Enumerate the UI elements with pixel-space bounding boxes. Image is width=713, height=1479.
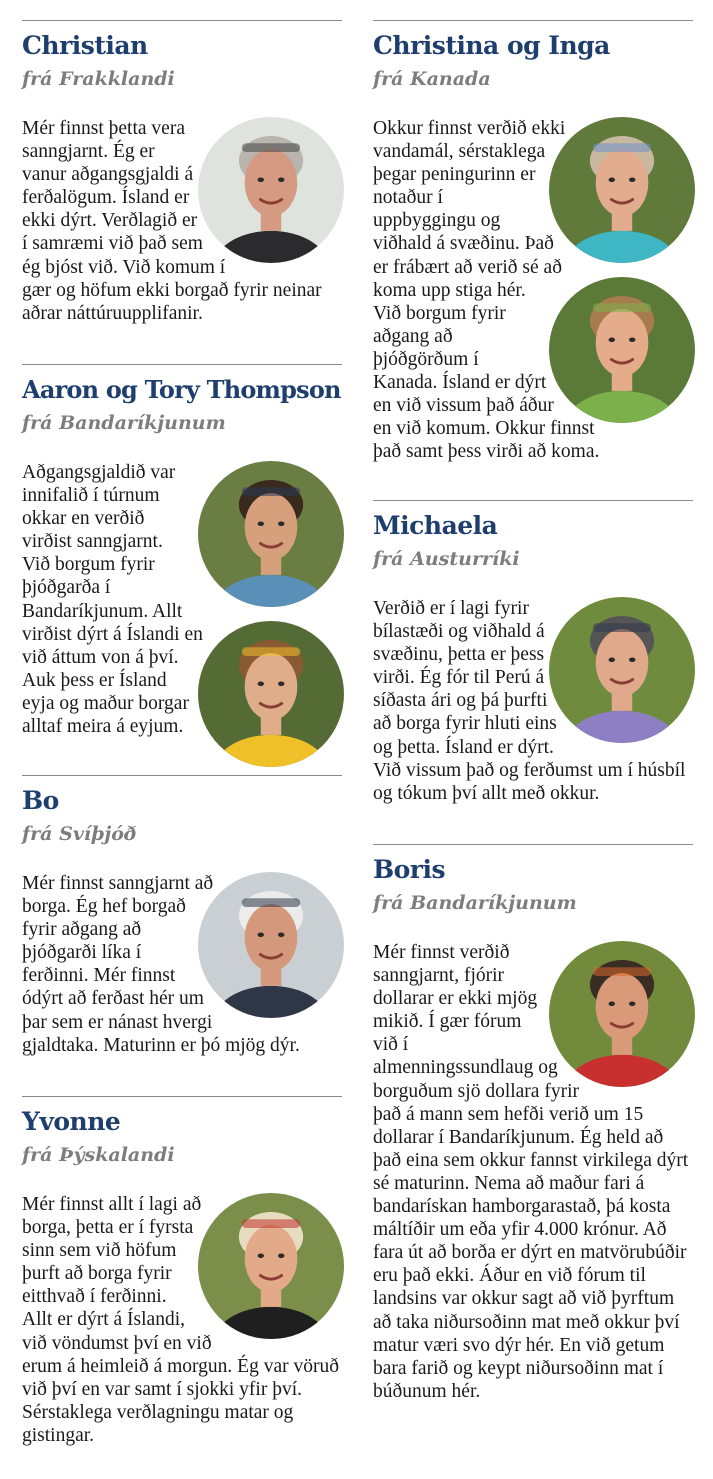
person-quote xyxy=(22,117,344,325)
quote-text: Okkur finnst verðið ekki vandamál, sérstaklega þegar peningurinn er notaður í uppbyggingu og viðhald á svæðinu. Það er frábært að verið sé að koma upp stiga hér. Við borgum fyrir aðgang að þjóðgörðum í Kanada. Ísland er dýrt en við vissum það áður en við komum. Okkur finnst það samt þess virði að koma. xyxy=(373,118,600,463)
person-quote xyxy=(22,461,344,767)
quote-text: Mér finnst allt í lagi að borga, þetta er í fyrsta sinn sem við höfum þurft að borga fyrir eitthvað í ferðinni. Allt er dýrt á Íslandi, við vöndumst því en við erum á heimleið á morgun. Ég var vöruð við því en var samt í sjokki yfir því. Sérstaklega verðlagningu matar og gistingar. xyxy=(22,1194,339,1446)
entry-boris xyxy=(373,844,693,1402)
portrait-woman-yellow-jacket xyxy=(198,621,344,767)
portrait-woman-blue-cap xyxy=(549,117,695,263)
person-name: Michaela xyxy=(373,511,498,540)
person-name: Christian xyxy=(22,31,148,60)
portrait-man-glasses-grey-hair xyxy=(198,117,344,263)
person-origin: frá Bandaríkjunum xyxy=(373,892,577,914)
portrait-woman-bangs xyxy=(549,277,695,423)
person-name: Christina og Inga xyxy=(373,31,610,60)
person-origin: frá Svíþjóð xyxy=(22,823,137,845)
person-name: Boris xyxy=(373,855,446,884)
quote-text: Aðgangsgjaldið var innifalið í túrnum okkar en verðið virðist sanngjarnt. Við borgum fyrir þjóðgarða í Bandaríkjunum. Allt virðist dýrt á Íslandi en við áttum von á því. Auk þess er Ísland eyja og maður borgar alltaf meira á eyjum. xyxy=(22,462,203,738)
person-name: Bo xyxy=(22,786,59,815)
person-origin: frá Kanada xyxy=(373,68,491,90)
entry-michaela xyxy=(373,500,693,804)
portrait-woman-knit-hat xyxy=(549,597,695,743)
person-origin: frá Austurríki xyxy=(373,548,520,570)
entry-christina-inga xyxy=(373,20,693,463)
person-quote xyxy=(22,1193,344,1447)
person-origin: frá Bandaríkjunum xyxy=(22,412,226,434)
quote-text: Verðið er í lagi fyrir bílastæði og viðhald á svæðinu, þetta er þess virði. Ég fór til Perú á síðasta ári og þá þurfti að borga fyrir hluti eins og þetta. Ísland er dýrt. Við vissum það og ferðumst um í húsbíl og tókum því allt með okkur. xyxy=(373,598,686,804)
quote-text: Mér finnst þetta vera sanngjarnt. Ég er vanur aðgangsgjaldi á ferðalögum. Ísland er ekki dýrt. Verðlagið er í samræmi við það sem ég bjóst við. Við komum í gær og höfum ekki borgað fyrir neinar aðrar náttúruupplifanir. xyxy=(22,118,322,324)
person-quote xyxy=(373,941,695,1403)
person-origin: frá Frakklandi xyxy=(22,68,175,90)
person-name: Yvonne xyxy=(22,1107,121,1136)
person-quote xyxy=(373,597,695,805)
portrait-man-sunglasses-on-head xyxy=(198,461,344,607)
entry-aaron-tory xyxy=(22,364,342,738)
person-origin: frá Þýskalandi xyxy=(22,1144,175,1166)
portrait-man-beanie-sunglasses xyxy=(549,941,695,1087)
portrait-man-white-hair xyxy=(198,872,344,1018)
person-quote xyxy=(22,872,344,1057)
person-quote xyxy=(373,117,695,463)
quote-text: Mér finnst sanngjarnt að borga. Ég hef borgað fyrir aðgang að þjóðgarði líka í ferðinni. Mér finnst ódýrt að ferðast hér um þar sem er nánast hvergi gjaldtaka. Maturinn er þó mjög dýr. xyxy=(22,873,300,1056)
entry-bo xyxy=(22,775,342,1056)
entry-yvonne xyxy=(22,1096,342,1446)
person-name: Aaron og Tory Thompson xyxy=(22,375,341,404)
entry-christian xyxy=(22,20,342,324)
quote-text: Mér finnst verðið sanngjarnt, fjórir dollarar er ekki mjög mikið. Í gær fórum við í almenningssundlaug og borguðum sjö dollara fyrir það á mann sem hefði verið um 15 dollarar í Bandaríkjunum. Ég held að það eina sem okkur fannst virkilega dýrt sé maturinn. Nema að maður fari á bandarískan hamborgarastað, þá kosta máltíðir um eða yfir 4.000 krónur. Að fara út að borða er dýrt en matvörubúðir eru það ekki. Áður en við fórum til landsins var okkur sagt að við þyrftum að taka niðursoðinn mat með okkur því matur væri svo dýr hér. En við getum bara farið og keypt niðursoðinn mat í búðunum hér. xyxy=(373,942,689,1402)
portrait-woman-headband-red-glasses xyxy=(198,1193,344,1339)
